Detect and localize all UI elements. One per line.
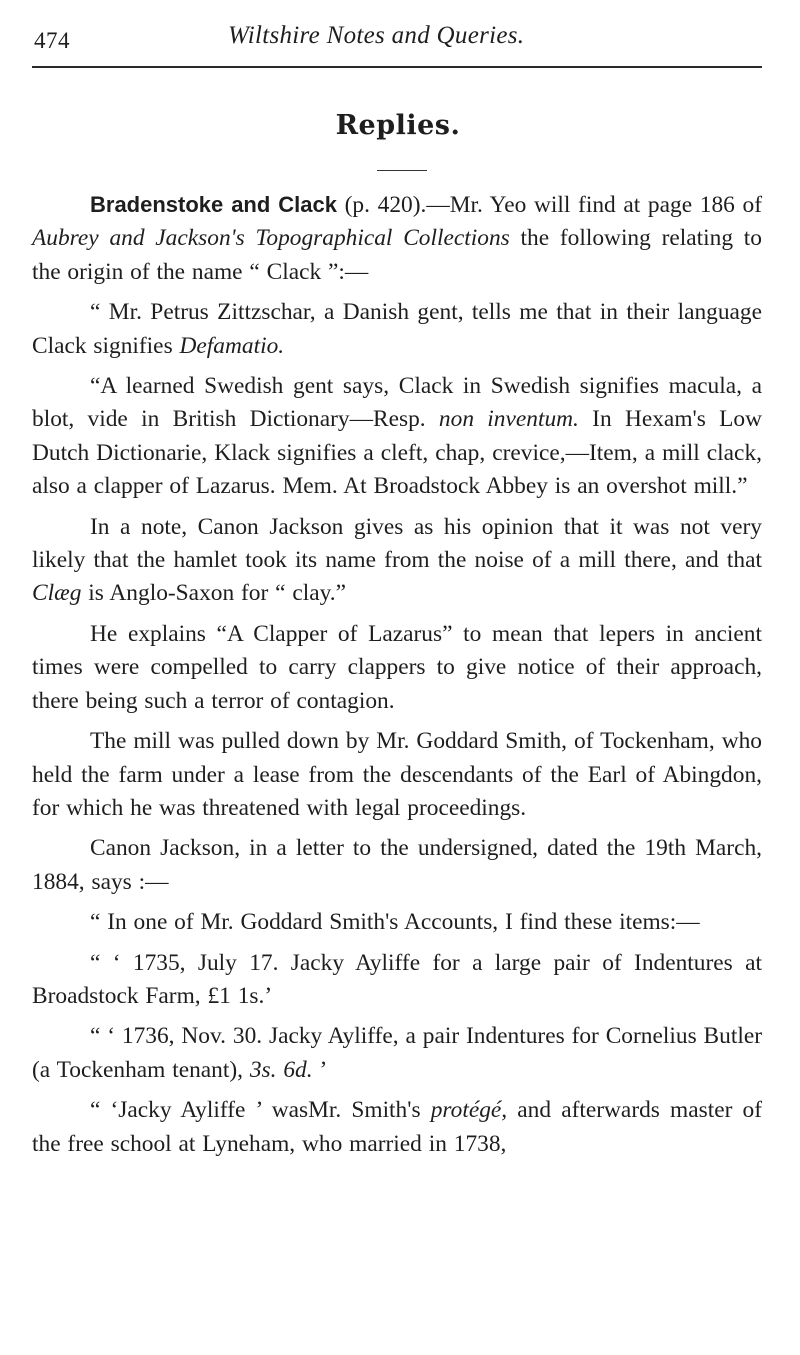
italic-term: Clæg <box>32 580 82 607</box>
text-run: “ In one of Mr. Goddard Smith's Accounts, I find these items:— <box>90 909 700 936</box>
text-run: “A learned Swedish gent says, Clack in Swedish signifies macula, a blot, vide in British Dictionary—Resp. <box>32 373 762 433</box>
text-run: and afterwards master of the free school at Lyneham, who married in 1738, <box>32 1097 763 1157</box>
text-run: “ ‘ 1736, Nov. 30. Jacky Ayliffe, a pair Indentures for Cornelius Butler (a Tockenham tenant), <box>32 1023 762 1083</box>
paragraph-1 <box>32 188 762 289</box>
text-run: In a note, Canon Jackson gives as his opinion that it was not very likely that the hamlet took its name from the noise of a mill there, and that <box>32 513 762 574</box>
paragraph-4 <box>32 511 762 611</box>
text-run: “ ‘ 1735, July 17. Jacky Ayliffe for a large pair of Indentures at Broadstock Farm, £1 1s.’ <box>32 949 762 1009</box>
paragraph-2 <box>32 296 762 363</box>
text-run: is Anglo-Saxon for “ clay.” <box>81 580 347 607</box>
journal-title: Wiltshire Notes and Queries. <box>228 22 525 49</box>
paragraph-3 <box>32 370 762 504</box>
text-run: “ ‘Jacky Ayliffe ’ wasMr. Smith's <box>90 1097 431 1124</box>
italic-term: Defamatio. <box>179 332 285 359</box>
paragraph-9 <box>32 947 762 1014</box>
section-title: Replies. <box>335 110 461 141</box>
text-run: (p. 420).—Mr. Yeo will find at page 186 of <box>336 192 762 218</box>
paragraph-8 <box>32 906 762 939</box>
paragraph-5 <box>32 618 762 718</box>
paragraph-10 <box>32 1020 762 1087</box>
section-divider <box>377 170 427 171</box>
article-body <box>32 188 762 1168</box>
topic-heading: Bradenstoke and Clack <box>90 192 337 217</box>
paragraph-11 <box>32 1094 762 1161</box>
running-head <box>32 20 764 56</box>
text-run: the following relating to the origin of the name “ Clack ”:— <box>32 225 763 285</box>
text-run: He explains “A Clapper of Lazarus” to mean that lepers in ancient times were compelled to carry clappers to give notice of their approach, there being such a terror of contagion. <box>32 620 762 714</box>
paragraph-7 <box>32 832 762 899</box>
italic-term: non inventum. <box>438 406 579 433</box>
book-title: Aubrey and Jackson's Topographical Collections <box>32 225 510 252</box>
page-number: 474 <box>34 28 70 53</box>
italic-term: protégé, <box>430 1097 508 1124</box>
paragraph-6 <box>32 725 762 825</box>
text-run: Canon Jackson, in a letter to the undersigned, dated the 19th March, 1884, says :— <box>32 835 762 895</box>
text-run: In Hexam's Low Dutch Dictionarie, Klack signifies a cleft, chap, crevice,—Item, a mill clack, also a clapper of Lazarus. Mem. At Broadstock Abbey is an overshot mill.” <box>32 406 762 500</box>
italic-amount: 3s. 6d. <box>249 1056 313 1083</box>
text-run: ’ <box>312 1056 328 1083</box>
text-run: The mill was pulled down by Mr. Goddard Smith, of Tockenham, who held the farm under a lease from the descendants of the Earl of Abingdon, for which he was threatened with legal proceedings. <box>32 728 762 821</box>
text-run: “ Mr. Petrus Zittzschar, a Danish gent, tells me that in their language Clack signifies <box>32 299 762 359</box>
header-rule <box>32 66 762 68</box>
